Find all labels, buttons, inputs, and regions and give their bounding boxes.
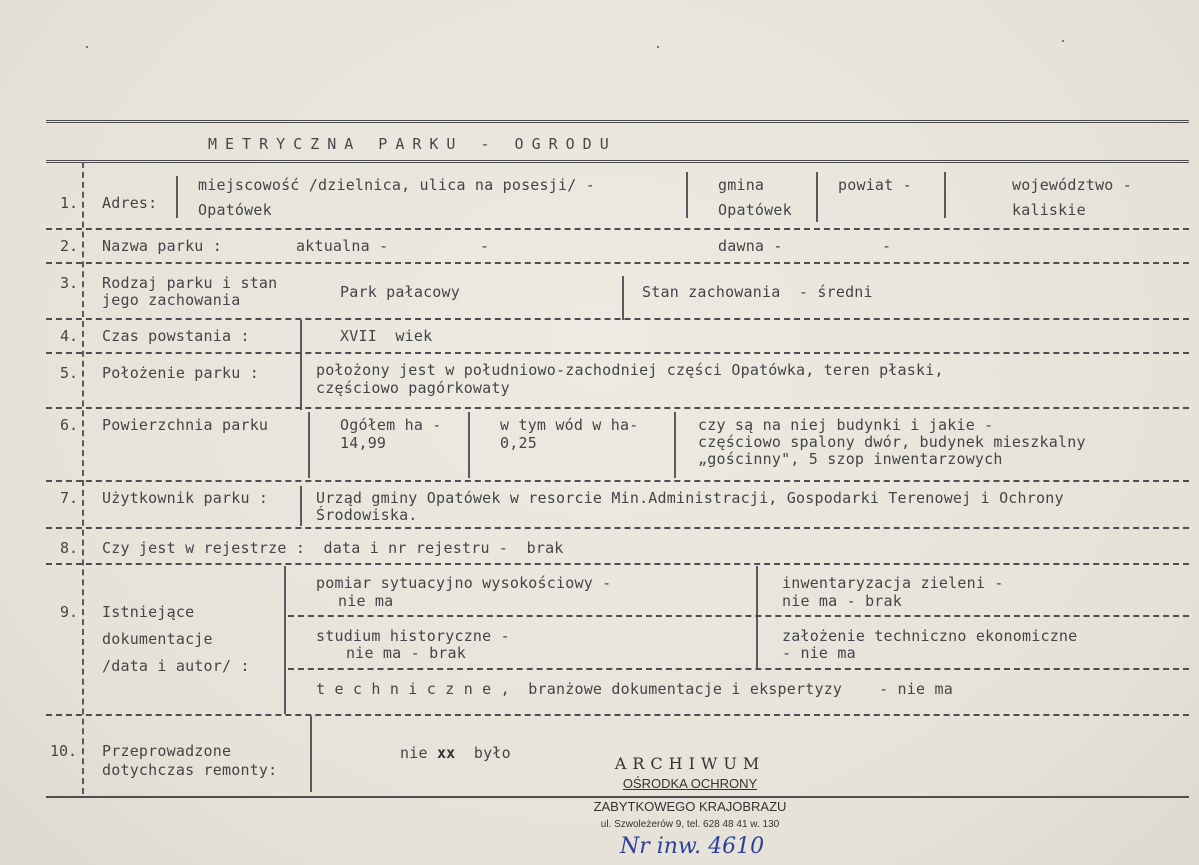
stamp-line-2: OŚRODKA OCHRONY: [622, 776, 758, 791]
park-name-former-label: dawna -: [718, 237, 783, 255]
row-3-label-line1: Rodzaj parku i stan: [102, 274, 278, 292]
row-3-divider: [622, 276, 624, 320]
park-name-current-label: aktualna -: [296, 237, 389, 255]
address-locality-header: miejscowość /dzielnica, ulica na posesji/ -: [198, 176, 595, 194]
repairs-value-post: było: [473, 744, 511, 762]
wojewodztwo-header: województwo -: [1012, 176, 1132, 194]
inventory-value: nie ma - brak: [782, 592, 902, 610]
row-1-divider-b: [686, 172, 688, 218]
row-2-number: 2.: [60, 237, 79, 255]
row-8-bottom: [46, 563, 1189, 565]
row-5-label: Położenie parku :: [102, 364, 259, 382]
row-9-label-line1: Istniejące: [102, 603, 195, 621]
row-7-number: 7.: [60, 489, 79, 507]
form-title: METRYCZNA PARKU - OGRODU: [208, 135, 617, 153]
top-border: [46, 120, 1189, 123]
park-condition: Stan zachowania - średni: [642, 283, 873, 301]
user-line2: Środowiska.: [316, 506, 418, 524]
speck: [1062, 40, 1064, 42]
bottom-border: [46, 796, 1189, 798]
stamp-archive-title: ARCHIWUM: [614, 754, 766, 773]
row-1-label: Adres:: [102, 194, 158, 212]
powiat-header: powiat -: [838, 176, 912, 194]
row-8-number: 8.: [60, 539, 79, 557]
buildings-line1: czy są na niej budynki i jakie -: [698, 416, 994, 434]
area-water-value: 0,25: [500, 434, 537, 452]
left-margin-line: [82, 162, 84, 794]
row-9-bottom: [46, 714, 1189, 716]
row-2-label: Nazwa parku :: [102, 237, 222, 255]
registry-text: Czy jest w rejestrze : data i nr rejestru - brak: [102, 539, 564, 557]
row-4-label: Czas powstania :: [102, 327, 250, 345]
row-1-number: 1.: [60, 194, 79, 212]
row-9-label-line3: /data i autor/ :: [102, 657, 250, 675]
row-9-inner-line-2: [288, 668, 1189, 670]
row-7-divider: [300, 486, 302, 526]
title-border: [46, 160, 1189, 163]
location-line2: częściowo pagórkowaty: [316, 379, 510, 397]
park-name-current-value: -: [480, 237, 490, 255]
row-6-bottom: [46, 480, 1189, 482]
row-10-number: 10.: [50, 742, 78, 760]
row-9-inner-line-1: [288, 615, 1189, 617]
creation-time-value: XVII wiek: [340, 327, 433, 345]
row-5-bottom: [46, 407, 1189, 409]
survey-label: pomiar sytuacyjno wysokościowy -: [316, 574, 612, 592]
row-9-divider-a: [284, 566, 286, 714]
row-7-label: Użytkownik parku :: [102, 489, 269, 507]
gmina-value: Opatówek: [718, 201, 792, 219]
row-5-number: 5.: [60, 364, 79, 382]
area-total-label: Ogółem ha -: [340, 416, 442, 434]
speck: [86, 46, 88, 48]
history-value: nie ma - brak: [346, 644, 466, 662]
row-6-label: Powierzchnia parku: [102, 416, 269, 434]
row-3-label-line2: jego zachowania: [102, 291, 241, 309]
row-1-bottom: [46, 228, 1189, 230]
row-10-label-line1: Przeprowadzone: [102, 742, 232, 760]
row-7-bottom: [46, 527, 1189, 529]
row-4-number: 4.: [60, 327, 79, 345]
area-total-value: 14,99: [340, 434, 387, 452]
row-1-divider-a: [176, 176, 178, 218]
inventory-label: inwentaryzacja zieleni -: [782, 574, 1004, 592]
repairs-value-struck: xx: [436, 744, 456, 762]
repairs-value: [400, 744, 511, 762]
handwritten-inventory-number: Nr inw. 4610: [620, 834, 765, 859]
row-1-divider-c: [816, 172, 818, 222]
repairs-value-pre: nie: [400, 744, 428, 762]
row-4-bottom: [46, 352, 1189, 354]
gmina-header: gmina: [718, 176, 765, 194]
row-1-divider-d: [944, 172, 946, 218]
row-6-number: 6.: [60, 416, 79, 434]
row-10-divider: [310, 716, 312, 792]
row-6-divider-a: [308, 412, 310, 478]
stamp-line-4: ul. Szwoleżerów 9, tel. 628 48 41 w. 130: [600, 819, 780, 830]
location-line1: położony jest w południowo-zachodniej części Opatówka, teren płaski,: [316, 361, 944, 379]
row-6-divider-b: [468, 412, 470, 478]
row-3-bottom: [46, 318, 1189, 320]
survey-value: nie ma: [338, 592, 394, 610]
row-6-divider-c: [674, 412, 676, 478]
user-line1: Urząd gminy Opatówek w resorcie Min.Administracji, Gospodarki Terenowej i Ochrony: [316, 489, 1064, 507]
techeco-label: założenie techniczno ekonomiczne: [782, 627, 1078, 645]
row-9-number: 9.: [60, 603, 79, 621]
row-9-label-line2: dokumentacje: [102, 630, 213, 648]
row-3-number: 3.: [60, 274, 79, 292]
park-type-value: Park pałacowy: [340, 283, 460, 301]
area-water-label: w tym wód w ha-: [500, 416, 639, 434]
technical-docs: t e c h n i c z n e , branżowe dokumentacje i ekspertyzy - nie ma: [316, 680, 953, 698]
address-locality-value: Opatówek: [198, 201, 272, 219]
label-column-divider: [300, 320, 302, 410]
buildings-line2: częściowo spalony dwór, budynek mieszkalny: [698, 433, 1086, 451]
techeco-value: - nie ma: [782, 644, 856, 662]
row-2-bottom: [46, 262, 1189, 264]
park-name-former-value: -: [882, 237, 892, 255]
stamp-line-3: ZABYTKOWEGO KRAJOBRAZU: [593, 799, 787, 814]
buildings-line3: „gościnny", 5 szop inwentarzowych: [698, 450, 1003, 468]
row-9-divider-b: [756, 566, 758, 670]
history-label: studium historyczne -: [316, 627, 510, 645]
wojewodztwo-value: kaliskie: [1012, 201, 1086, 219]
speck: [657, 46, 659, 48]
row-10-label-line2: dotychczas remonty:: [102, 761, 278, 779]
